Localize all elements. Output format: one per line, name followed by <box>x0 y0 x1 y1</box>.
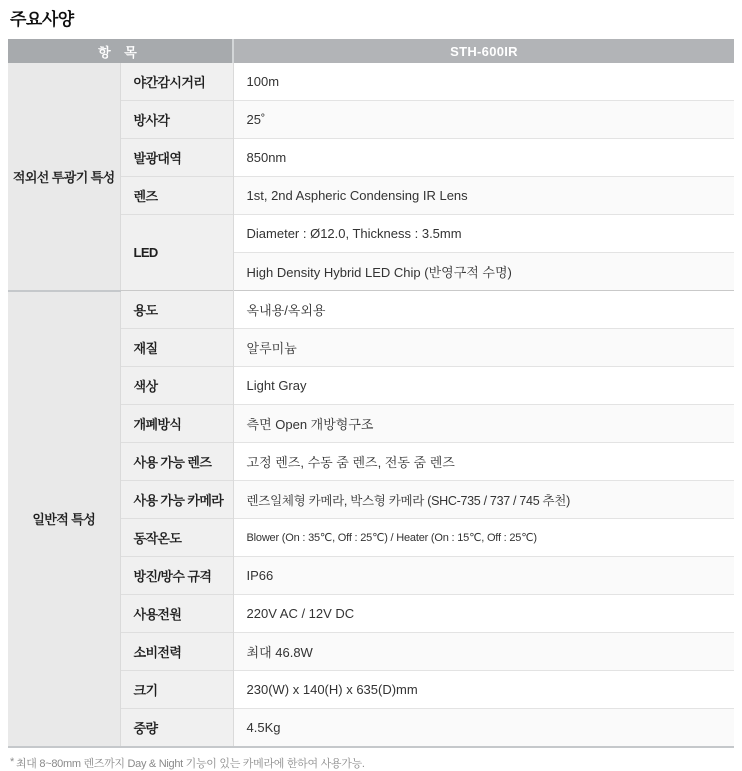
row-label: 크기 <box>120 671 233 709</box>
row-value: 알루미늄 <box>233 329 734 367</box>
row-value: 최대 46.8W <box>233 633 734 671</box>
footnote-text: 최대 8~80mm 렌즈까지 Day & Night 기능이 있는 카메라에 한하여 사용가능. <box>15 758 365 770</box>
row-value: 230(W) x 140(H) x 635(D)mm <box>233 671 734 709</box>
row-value: 100m <box>233 63 734 101</box>
group-cell-ir: 적외선 투광기 특성 <box>8 63 120 291</box>
table-row <box>8 291 734 329</box>
table-header-row <box>8 39 734 63</box>
footnote-asterisk: * <box>10 756 14 768</box>
row-label: 렌즈 <box>120 177 233 215</box>
row-label: 개폐방식 <box>120 405 233 443</box>
row-label: 사용 가능 카메라 <box>120 481 233 519</box>
row-value: 렌즈일체형 카메라, 박스형 카메라 (SHC-735 / 737 / 745 추천) <box>233 481 734 519</box>
row-value: 옥내용/옥외용 <box>233 291 734 329</box>
row-value: 220V AC / 12V DC <box>233 595 734 633</box>
row-label: 방진/방수 규격 <box>120 557 233 595</box>
row-value: 1st, 2nd Aspheric Condensing IR Lens <box>233 177 734 215</box>
row-label: 중량 <box>120 709 233 748</box>
row-label: 용도 <box>120 291 233 329</box>
row-value: High Density Hybrid LED Chip (반영구적 수명) <box>233 253 734 291</box>
row-label: 방사각 <box>120 101 233 139</box>
row-value: 측면 Open 개방형구조 <box>233 405 734 443</box>
row-label: 사용전원 <box>120 595 233 633</box>
group-cell-general: 일반적 특성 <box>8 291 120 748</box>
row-value: IP66 <box>233 557 734 595</box>
row-label-led: LED <box>120 215 233 291</box>
row-label: 사용 가능 렌즈 <box>120 443 233 481</box>
header-item-col: 항 목 <box>8 39 233 63</box>
row-value: Light Gray <box>233 367 734 405</box>
row-label: 동작온도 <box>120 519 233 557</box>
row-label: 색상 <box>120 367 233 405</box>
row-value: Diameter : Ø12.0, Thickness : 3.5mm <box>233 215 734 253</box>
row-label: 재질 <box>120 329 233 367</box>
row-value: 4.5Kg <box>233 709 734 748</box>
row-label: 소비전력 <box>120 633 233 671</box>
header-model-col: STH-600IR <box>233 39 734 63</box>
table-row <box>8 63 734 101</box>
row-value: 850nm <box>233 139 734 177</box>
row-value: Blower (On : 35℃, Off : 25℃) / Heater (On : 15℃, Off : 25℃) <box>233 519 734 557</box>
page-title: 주요사양 <box>10 10 74 29</box>
footnote <box>10 755 734 771</box>
row-label: 발광대역 <box>120 139 233 177</box>
row-value: 고정 렌즈, 수동 줌 렌즈, 전동 줌 렌즈 <box>233 443 734 481</box>
spec-table <box>8 39 734 748</box>
row-label: 야간감시거리 <box>120 63 233 101</box>
row-value: 25˚ <box>233 101 734 139</box>
